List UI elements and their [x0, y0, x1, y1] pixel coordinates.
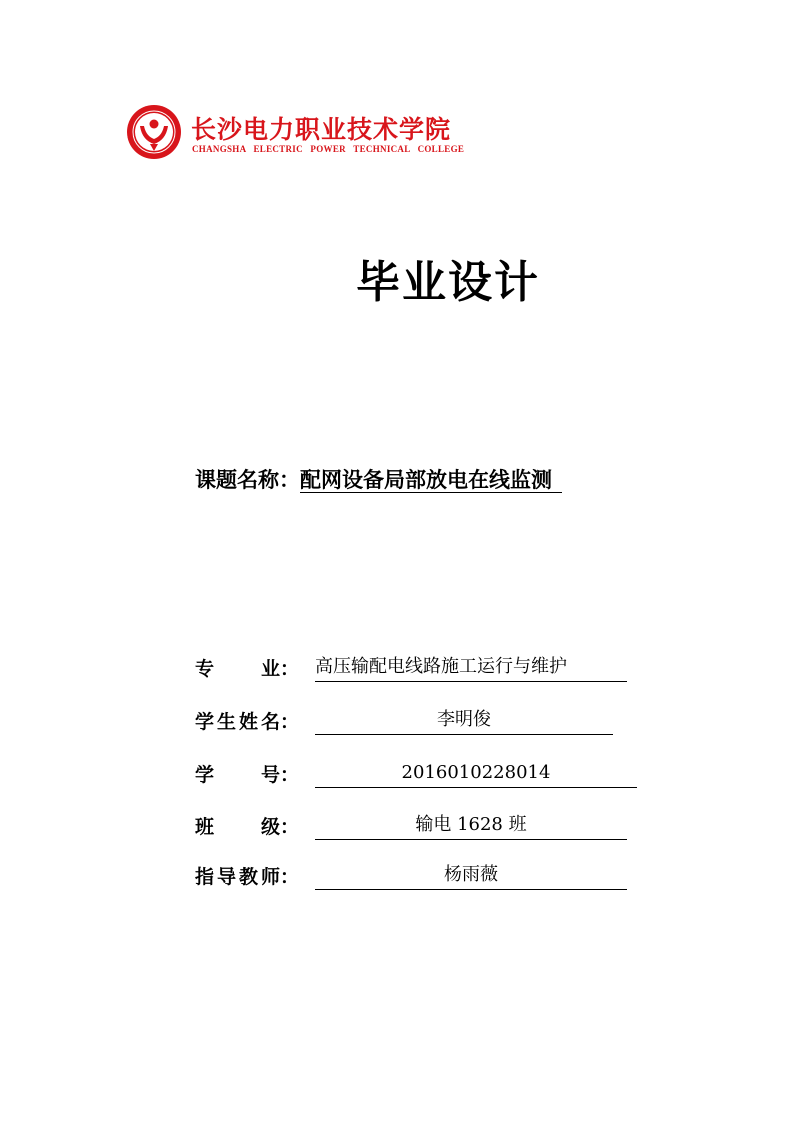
field-label: 指 导 教 师： [195, 865, 299, 888]
field-value-class: 输电 1628 班 [315, 810, 627, 840]
field-value-student-name: 李明俊 [315, 705, 613, 735]
field-value-student-id: 2016010228014 [315, 758, 637, 788]
school-logo [126, 104, 486, 164]
field-value-major: 高压输配电线路施工运行与维护 [315, 652, 627, 682]
school-name-cn: 长沙电力职业技术学院 [191, 115, 452, 144]
field-label: 班 级： [195, 815, 299, 838]
field-label: 学 生 姓 名： [195, 710, 299, 733]
school-name-en: CHANGSHA ELECTRIC POWER TECHNICAL COLLEGE [192, 144, 465, 154]
topic-line [195, 464, 562, 494]
school-seal-icon [126, 104, 182, 160]
document-title: 毕业设计 [356, 257, 540, 308]
field-label: 专 业： [195, 657, 299, 680]
field-label: 学 号： [195, 763, 299, 786]
field-value-advisor: 杨雨薇 [315, 860, 627, 890]
topic-label: 课题名称： [195, 468, 300, 492]
topic-value: 配网设备局部放电在线监测 [300, 468, 562, 493]
